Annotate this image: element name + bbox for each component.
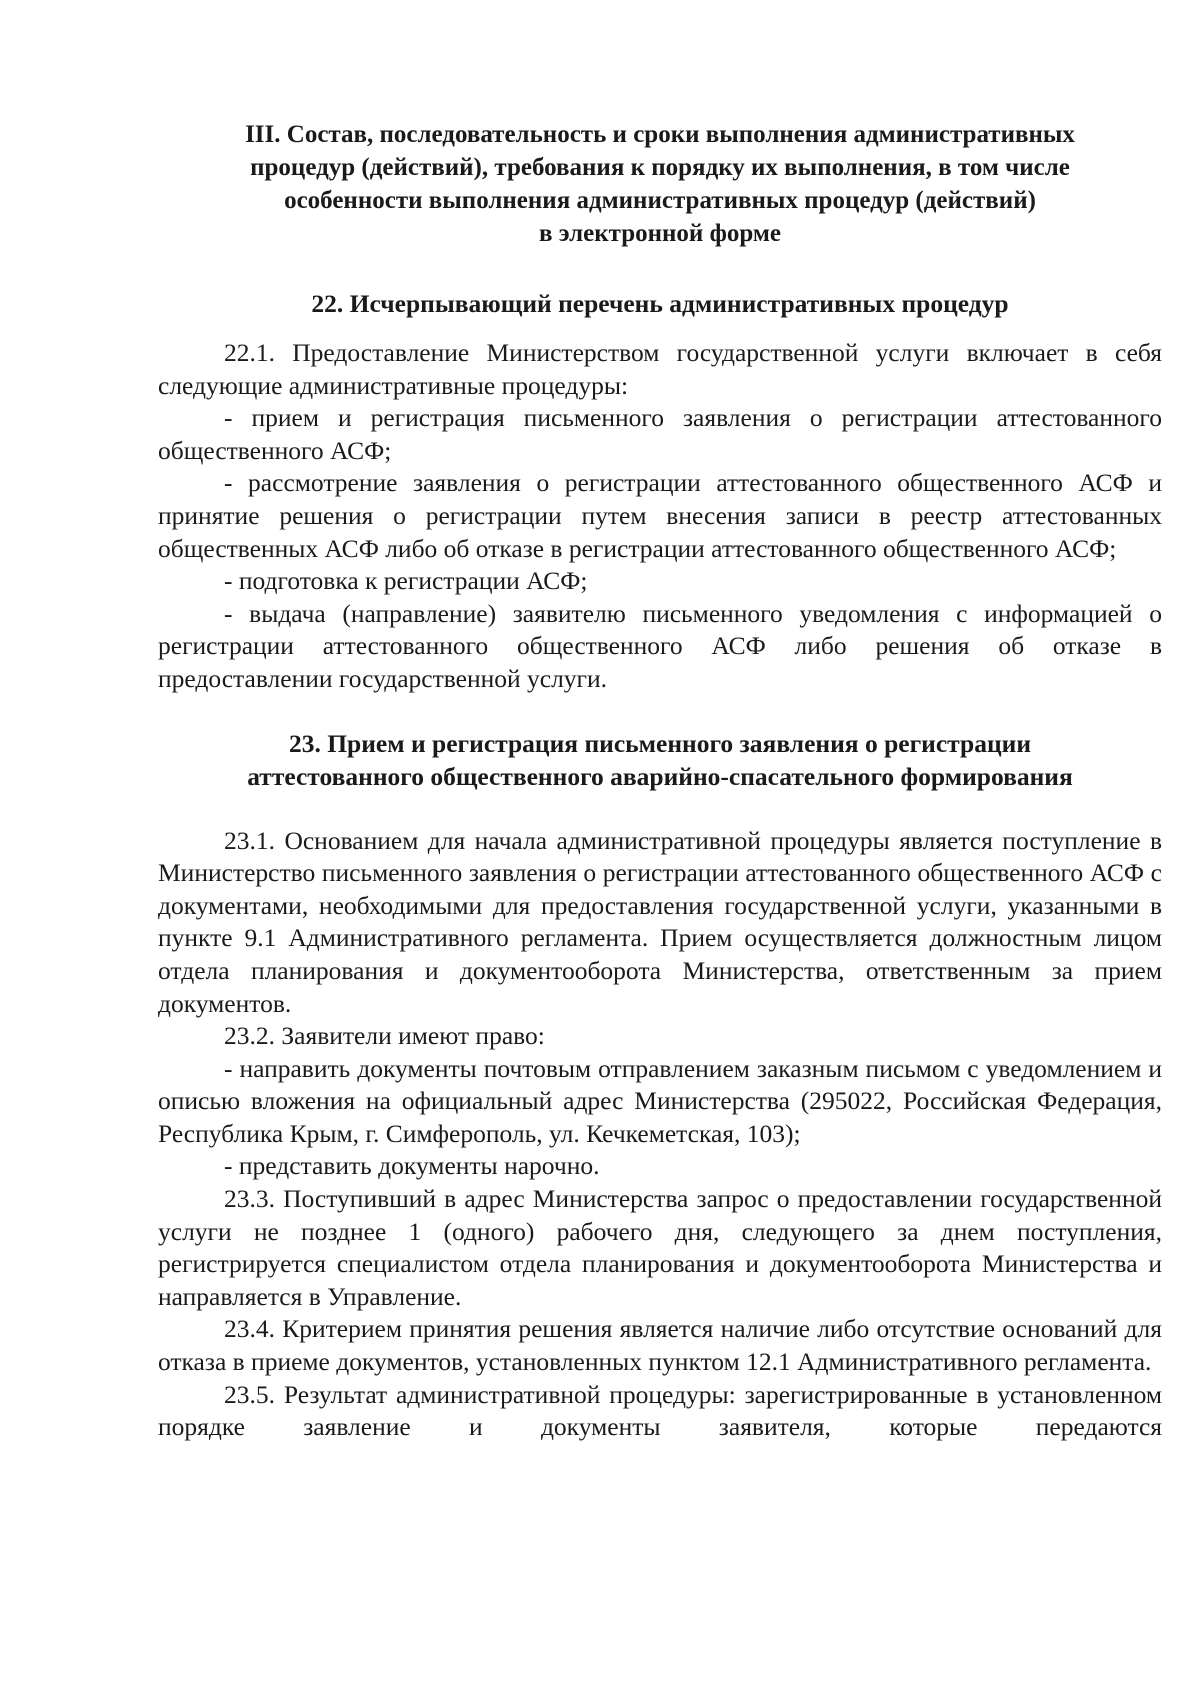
chapter-heading-line: III. Состав, последовательность и сроки выполнения административных [245, 121, 1075, 148]
section-23-title-line: 23. Прием и регистрация письменного заявления о регистрации [288, 728, 1032, 758]
paragraph: - направить документы почтовым отправлением заказным письмом с уведомлением и описью вложения на официальный адрес Министерства (295022, Российская Федерация, Республика Крым, г. Симферополь, ул. Кечкеметская, 103); [158, 1053, 1162, 1148]
paragraph: 23.1. Основанием для начала административной процедуры является поступление в Министерство письменного заявления о регистрации аттестованного общественного АСФ с документами, необходимыми для предоставления государственной услуги, указанными в пункте 9.1 Административного регламента. Прием осуществляется должностным лицом отдела планирования и документооборота Министерства, ответственным за прием документов. [158, 825, 1162, 1018]
section-23-body [158, 825, 1162, 1444]
paragraph: 22.1. Предоставление Министерством государственной услуги включает в себя следующие административные процедуры: [158, 338, 1162, 400]
chapter-heading [158, 118, 1162, 250]
paragraph: 23.5. Результат административной процедуры: зарегистрированные в установленном порядке заявление и документы заявителя, которые передаются [158, 1379, 1162, 1442]
section-23-title [158, 727, 1162, 793]
section-22-body [158, 337, 1162, 696]
paragraph: - представить документы нарочно. [224, 1151, 600, 1181]
chapter-heading-line: в электронной форме [538, 220, 782, 247]
paragraph: - рассмотрение заявления о регистрации аттестованного общественного АСФ и принятие решения о регистрации путем внесения записи в реестр аттестованных общественных АСФ либо об отказе в регистрации аттестованного общественного АСФ; [158, 468, 1162, 563]
paragraph: - подготовка к регистрации АСФ; [224, 566, 588, 596]
paragraph: 23.4. Критерием принятия решения является наличие либо отсутствие оснований для отказа в приеме документов, установленных пунктом 12.1 Административного регламента. [158, 1314, 1162, 1377]
paragraph: 23.3. Поступивший в адрес Министерства запрос о предоставлении государственной услуги не позднее 1 (одного) рабочего дня, следующего за днем поступления, регистрируется специалистом отдела планирования и документооборота Министерства и направляется в Управление. [158, 1184, 1162, 1311]
chapter-heading-line: процедур (действий), требования к порядку их выполнения, в том числе [250, 154, 1070, 181]
paragraph: 23.2. Заявители имеют право: [224, 1021, 545, 1051]
paragraph: - выдача (направление) заявителю письменного уведомления с информацией о регистрации аттестованного общественного АСФ либо решения об отказе в предоставлении государственной услуги. [158, 598, 1162, 693]
paragraph: - прием и регистрация письменного заявления о регистрации аттестованного общественного АСФ; [158, 403, 1162, 465]
section-22-title: 22. Исчерпывающий перечень административных процедур [311, 289, 1009, 318]
section-23-title-line: аттестованного общественного аварийно-спасательного формирования [247, 761, 1073, 791]
document-body [158, 118, 1162, 1444]
chapter-heading-line: особенности выполнения административных процедур (действий) [284, 187, 1036, 214]
